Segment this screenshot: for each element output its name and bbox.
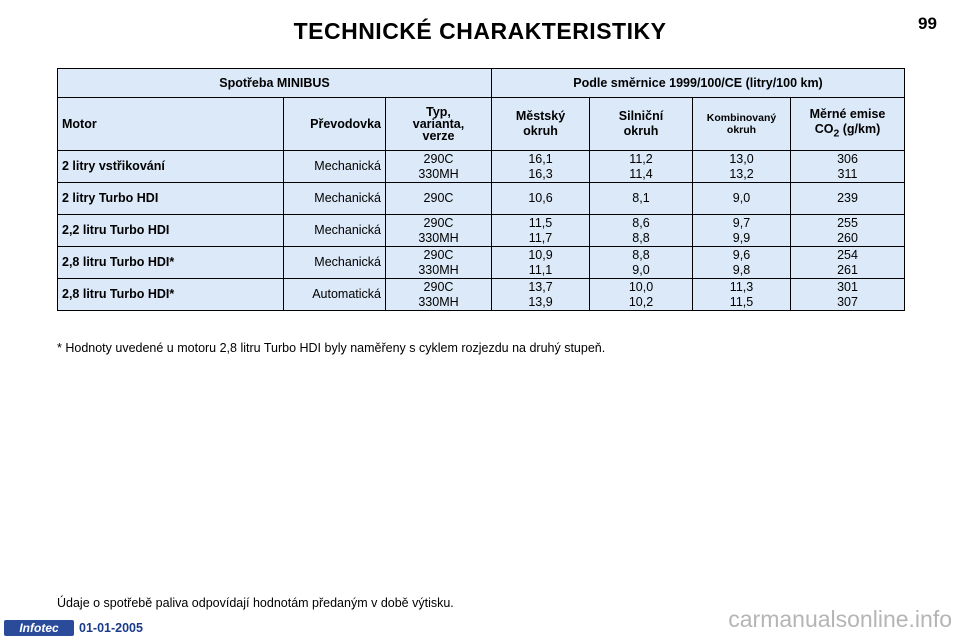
cell-motor: 2 litry Turbo HDI	[58, 183, 284, 215]
cell-type: 290C 330MH	[386, 247, 492, 279]
cell-type: 290C 330MH	[386, 215, 492, 247]
table-row	[58, 183, 905, 215]
cell-combined: 9,6 9,8	[693, 247, 791, 279]
cell-extra-urban: 8,1	[590, 183, 693, 215]
cell-motor: 2 litry vstřikování	[58, 151, 284, 183]
cell-type: 290C 330MH	[386, 151, 492, 183]
cell-combined: 9,0	[693, 183, 791, 215]
cell-gearbox: Mechanická	[284, 183, 386, 215]
group-header-row	[58, 69, 905, 98]
cell-urban: 16,1 16,3	[492, 151, 590, 183]
consumption-table	[57, 68, 905, 311]
infotec-logo: Infotec	[4, 620, 74, 636]
footnote: * Hodnoty uvedené u motoru 2,8 litru Turbo HDI byly naměřeny s cyklem rozjezdu na druhý stupeň.	[57, 341, 606, 355]
header-urban: Městský okruh	[492, 98, 590, 151]
cell-co2: 239	[791, 183, 905, 215]
cell-gearbox: Mechanická	[284, 215, 386, 247]
cell-type: 290C 330MH	[386, 279, 492, 311]
cell-type: 290C	[386, 183, 492, 215]
cell-urban: 10,9 11,1	[492, 247, 590, 279]
watermark-bottom: carmanualsonline.info	[728, 606, 952, 632]
cell-gearbox: Mechanická	[284, 247, 386, 279]
cell-urban: 13,7 13,9	[492, 279, 590, 311]
cell-motor: 2,8 litru Turbo HDI*	[58, 247, 284, 279]
cell-co2: 306 311	[791, 151, 905, 183]
page-number: 99	[918, 14, 937, 33]
table-row	[58, 279, 905, 311]
column-header-row	[58, 98, 905, 151]
page-title: TECHNICKÉ CHARAKTERISTIKY	[293, 18, 667, 44]
group-header-minibus: Spotřeba MINIBUS	[58, 69, 492, 98]
cell-extra-urban: 10,0 10,2	[590, 279, 693, 311]
cell-combined: 13,0 13,2	[693, 151, 791, 183]
table-row	[58, 151, 905, 183]
cell-co2: 255 260	[791, 215, 905, 247]
header-motor: Motor	[58, 98, 284, 151]
cell-urban: 11,5 11,7	[492, 215, 590, 247]
header-extra-urban: Silniční okruh	[590, 98, 693, 151]
cell-co2: 254 261	[791, 247, 905, 279]
cell-gearbox: Mechanická	[284, 151, 386, 183]
cell-combined: 11,3 11,5	[693, 279, 791, 311]
cell-motor: 2,8 litru Turbo HDI*	[58, 279, 284, 311]
cell-urban: 10,6	[492, 183, 590, 215]
header-type: Typ, varianta, verze	[386, 98, 492, 151]
cell-extra-urban: 8,8 9,0	[590, 247, 693, 279]
table-row	[58, 215, 905, 247]
footer-date: 01-01-2005	[79, 621, 143, 635]
header-gearbox: Převodovka	[284, 98, 386, 151]
bottom-note: Údaje o spotřebě paliva odpovídají hodnotám předaným v době výtisku.	[57, 596, 454, 610]
cell-gearbox: Automatická	[284, 279, 386, 311]
header-combined: Kombinovaný okruh	[693, 98, 791, 151]
cell-extra-urban: 11,2 11,4	[590, 151, 693, 183]
header-co2: Měrné emise $CO_2$ (g/km)	[791, 98, 905, 151]
table-row	[58, 247, 905, 279]
cell-co2: 301 307	[791, 279, 905, 311]
cell-extra-urban: 8,6 8,8	[590, 215, 693, 247]
group-header-directive: Podle směrnice 1999/100/CE (litry/100 km)	[492, 69, 905, 98]
cell-combined: 9,7 9,9	[693, 215, 791, 247]
cell-motor: 2,2 litru Turbo HDI	[58, 215, 284, 247]
